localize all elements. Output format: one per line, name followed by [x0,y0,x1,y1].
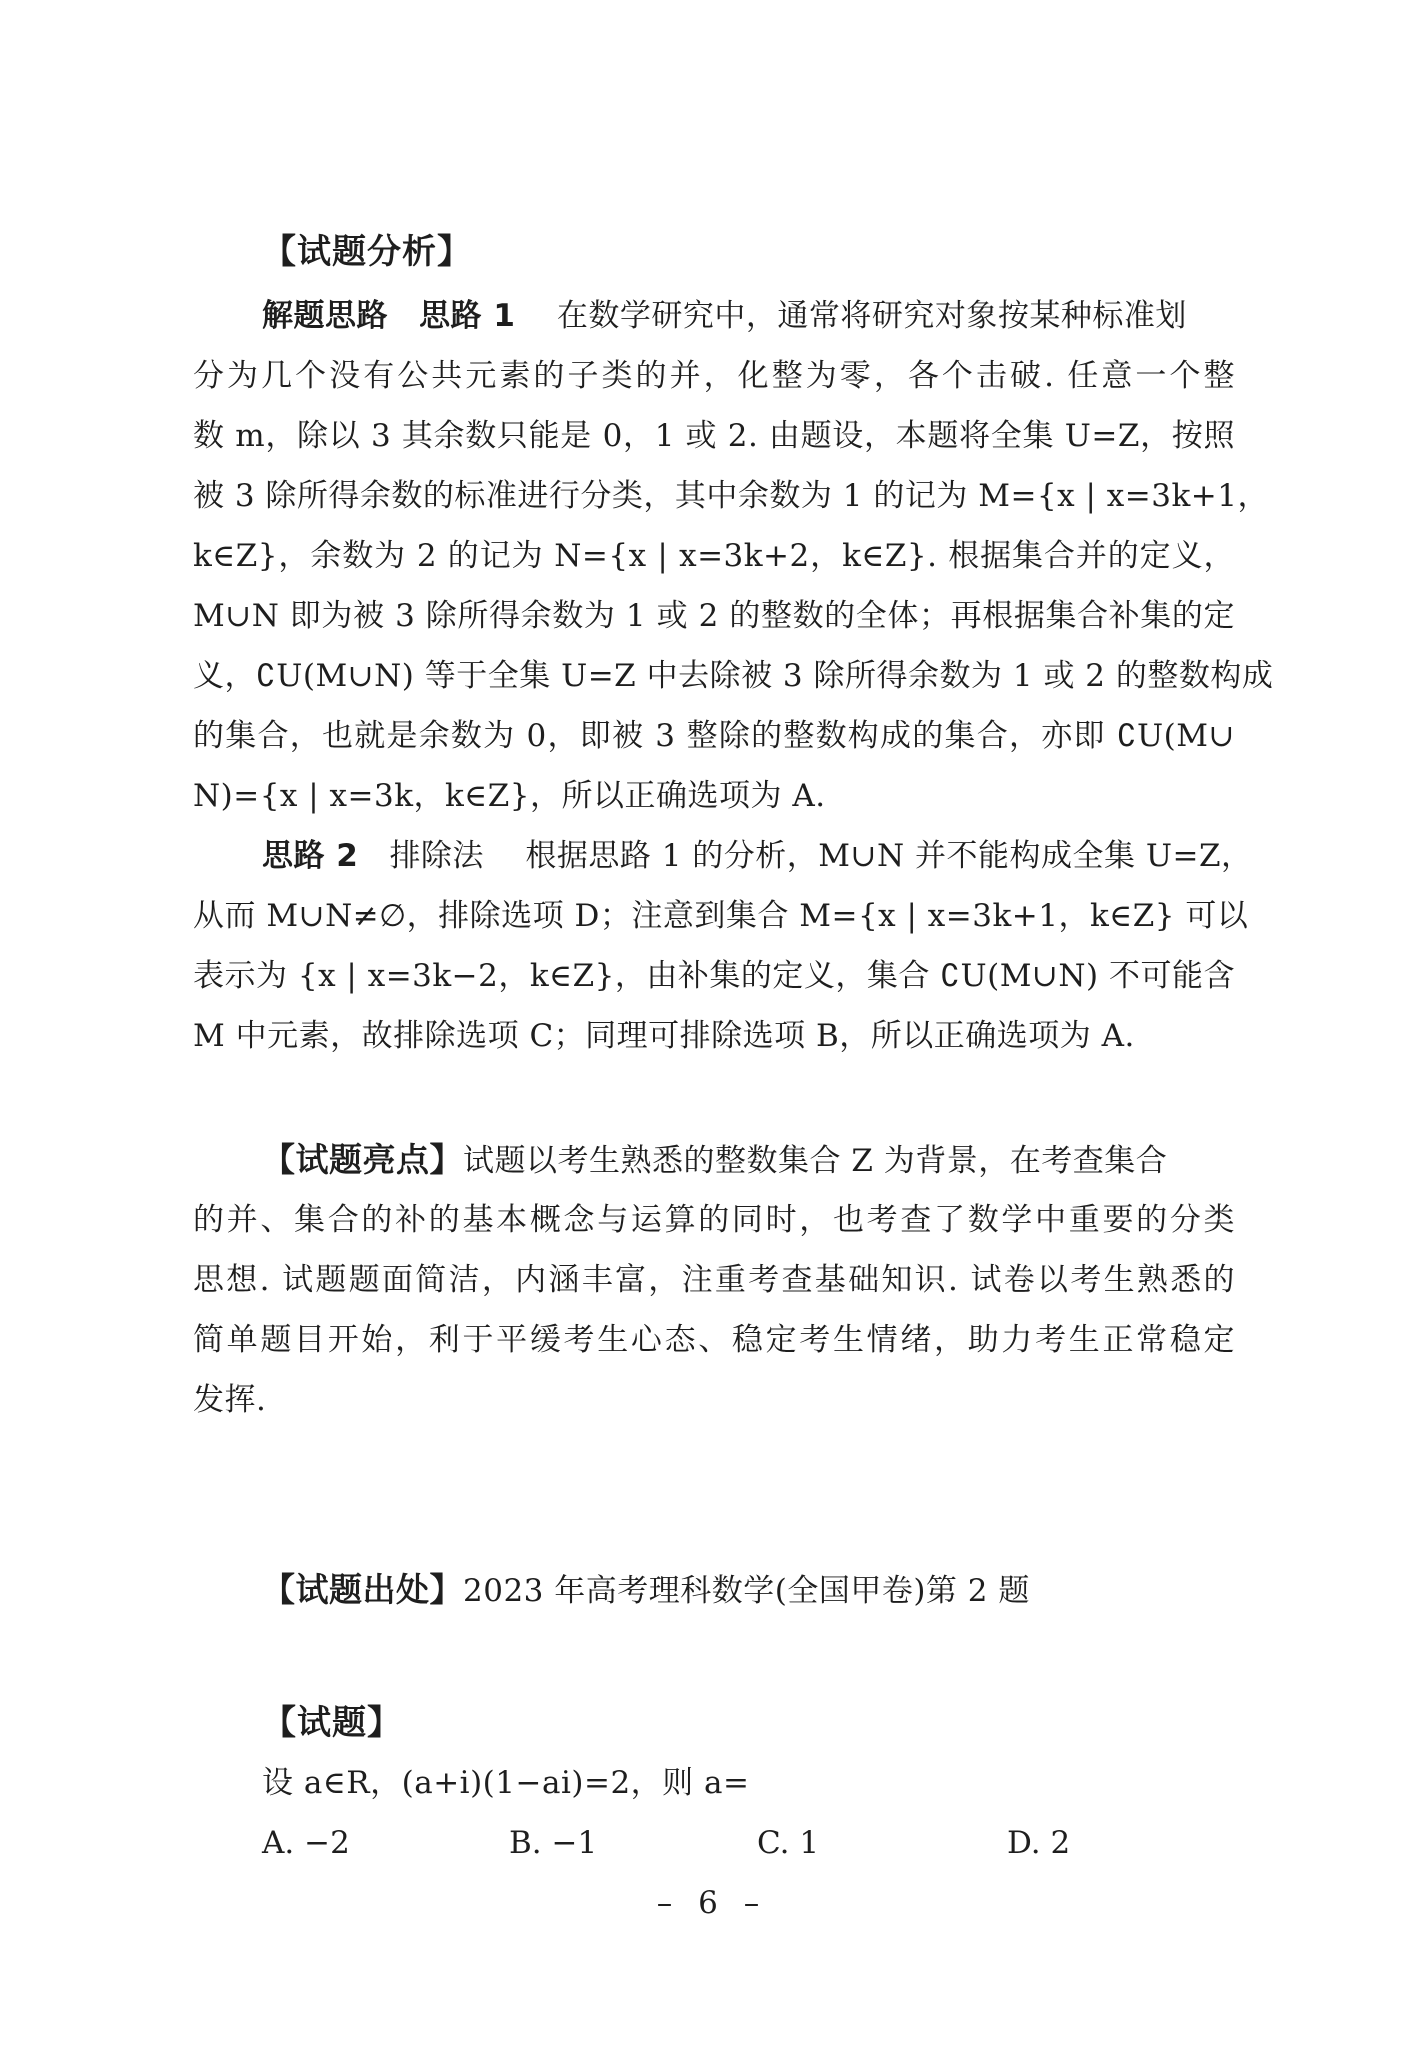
idea2-line-4: M 中元素，故排除选项 C；同理可排除选项 B，所以正确选项为 A. [193,1018,1135,1054]
analysis-line-1 [262,294,1235,338]
highlight-line-5: 发挥. [193,1382,267,1418]
page-number: – 6 – [656,1885,768,1921]
analysis-heading: 【试题分析】 [262,232,472,272]
source-heading: 【试题出处】 [262,1570,463,1609]
idea2-line-1 [262,834,1253,878]
highlight-heading: 【试题亮点】 [262,1140,463,1179]
analysis-line-2: 分为几个没有公共元素的子类的并，化整为零，各个击破. 任意一个整 [193,358,1235,394]
analysis-line-3: 数 m，除以 3 其余数只能是 0，1 或 2. 由题设，本题将全集 U=Z，按照 [193,418,1235,454]
highlight-text: 试题以考生熟悉的整数集合 Z 为背景，在考查集合 [463,1143,1168,1179]
highlight-line-4: 简单题目开始，利于平缓考生心态、稳定考生情绪，助力考生正常稳定 [193,1322,1235,1358]
idea2-line-3: 表示为 {x | x=3k−2，k∈Z}，由补集的定义，集合 ∁U(M∪N) 不可能含 [193,958,1235,994]
approach-label: 解题思路 [262,298,388,334]
idea1-label: 思路 1 [419,298,516,334]
analysis-line-5: k∈Z}，余数为 2 的记为 N={x | x=3k+2，k∈Z}. 根据集合并的定义， [193,538,1235,574]
highlight-line-2: 的并、集合的补的基本概念与运算的同时，也考查了数学中重要的分类 [193,1202,1235,1238]
highlight-line-1 [262,1138,1235,1182]
idea2-text: 根据思路 1 的分析，M∪N 并不能构成全集 U=Z， [525,838,1253,874]
highlight-line-3: 思想. 试题题面简洁，内涵丰富，注重考查基础知识. 试卷以考生熟悉的 [193,1262,1235,1298]
option-d: D. 2 [1007,1825,1071,1861]
analysis-line-9: N)={x | x=3k，k∈Z}，所以正确选项为 A. [193,778,826,814]
analysis-line-8: 的集合，也就是余数为 0，即被 3 整除的整数构成的集合，亦即 ∁U(M∪ [193,718,1235,754]
idea2-method: 排除法 [389,838,484,874]
question-heading: 【试题】 [262,1703,402,1743]
option-b: B. −1 [509,1825,598,1861]
analysis-line-4: 被 3 除所得余数的标准进行分类，其中余数为 1 的记为 M={x | x=3k+1， [193,478,1269,514]
analysis-text: 在数学研究中，通常将研究对象按某种标准划 [556,298,1187,334]
option-a: A. −2 [262,1825,350,1861]
analysis-line-6: M∪N 即为被 3 除所得余数为 1 或 2 的整数的全体；再根据集合补集的定 [193,598,1235,634]
source-line [262,1568,1235,1612]
option-c: C. 1 [757,1825,820,1861]
idea2-label: 思路 2 [262,838,359,874]
idea2-line-2: 从而 M∪N≠∅，排除选项 D；注意到集合 M={x | x=3k+1，k∈Z} 可以 [193,898,1249,934]
question-stem: 设 a∈R，(a+i)(1−ai)=2，则 a= [262,1765,750,1801]
source-text: 2023 年高考理科数学(全国甲卷)第 2 题 [463,1573,1030,1609]
analysis-line-7: 义，∁U(M∪N) 等于全集 U=Z 中去除被 3 除所得余数为 1 或 2 的整数构成 [193,658,1274,694]
